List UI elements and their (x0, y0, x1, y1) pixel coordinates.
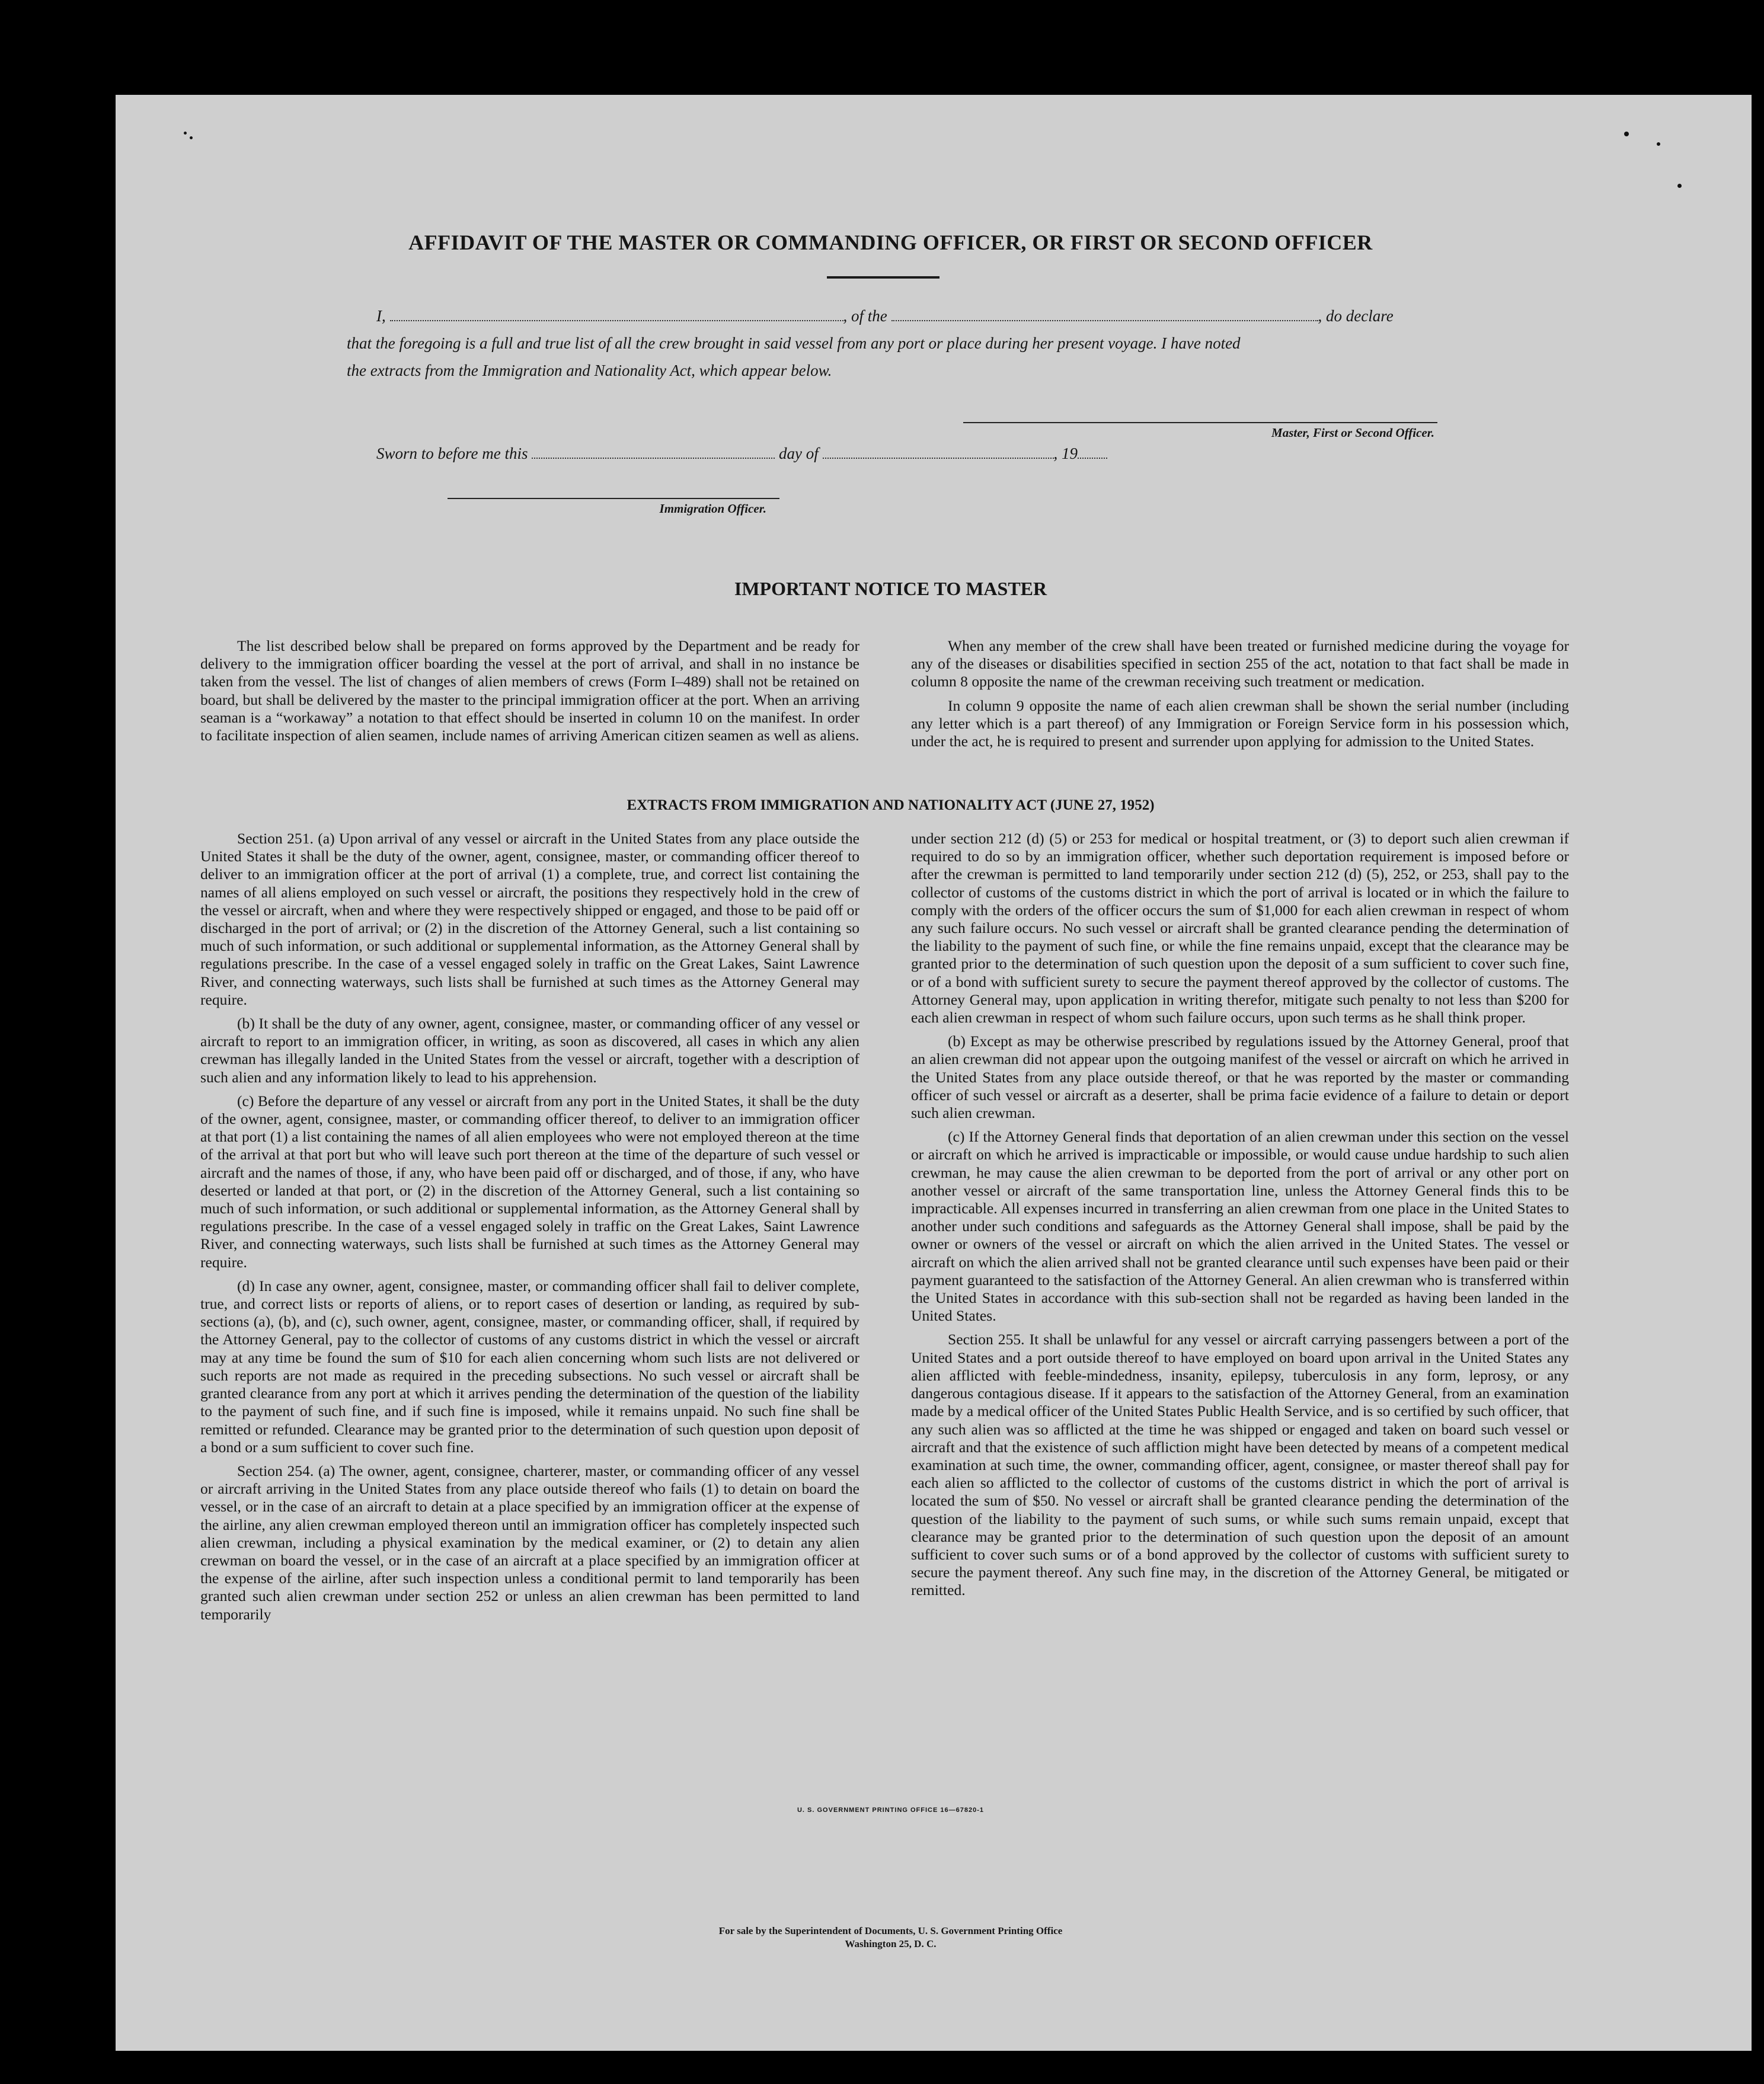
notice-paragraph: When any member of the crew shall have been treated or furnished medicine during the voyage for any of the diseases or disabilities specified in section 255 of the act, notation to that fact shall be made in column 8 opposite the name of the crewman receiving such treatment or medication. (911, 637, 1569, 691)
document-page (116, 95, 1752, 2051)
year-prefix: , 19 (1053, 445, 1078, 462)
notice-paragraph: The list described below shall be prepared on forms approved by the Department and be ready for delivery to the immigration officer boarding the vessel at the port of arrival, and shall in no instance be taken from the vessel. The list of changes of alien members of crews (Form I–489) shall not be retained on board, but shall be delivered by the master to the principal immigration officer at the port. When an arriving seaman is a “workaway” a notation to that effect should be inserted in column 10 on the manifest. In order to facilitate inspection of alien seamen, include names of arriving American citizen seamen as well as aliens. (200, 637, 859, 744)
extract-paragraph: (c) If the Attorney General finds that deportation of an alien crewman under this section on the vessel or aircraft on which he arrived is impracticable or impossible, or would cause undue hardship to such alien crewman, he may cause the alien crewman to be deported from the port of arrival or any other port on another vessel or aircraft of the same transportation line, unless the Attorney General finds this to be impracticable. All expenses incurred in transferring an alien crewman from one place in the United States to another under such conditions and safeguards as the Attorney General shall impose, shall be paid by the owner or owners of the vessel or aircraft on which the alien arrived in the United States. The vessel or aircraft on which the alien arrived shall not be granted clearance until such expenses have been paid or their payment guaranteed to the satisfaction of the Attorney General. An alien crewman who is transferred within the United States in accordance with this sub-section shall not be regarded as having been landed in the United States. (911, 1128, 1569, 1325)
extract-paragraph: (b) It shall be the duty of any owner, agent, consignee, master, or commanding officer of any vessel or aircraft to report to an immigration officer, in writing, as soon as discovered, all cases in which any alien crewman has illegally landed in the United States from the vessel or aircraft, together with a description of such alien and any information likely to lead to his apprehension. (200, 1015, 859, 1086)
notice-right-column (911, 637, 1569, 756)
sworn-line (376, 445, 1107, 463)
extracts-left-column (200, 830, 859, 1629)
scan-speck (190, 136, 193, 139)
name-blank[interactable] (390, 308, 843, 321)
scan-speck (184, 132, 187, 135)
declaration-do-declare: , do declare (1318, 307, 1394, 325)
year-blank[interactable] (1078, 446, 1107, 459)
extract-paragraph: Section 255. It shall be unlawful for any vessel or aircraft carrying passengers between a port of the United States and a port outside thereof to have employed on board upon arrival in the United States any alien afflicted with feeble-mindedness, insanity, epilepsy, tuberculosis in any form, leprosy, or any dangerous contagious disease. If it appears to the satisfaction of the Attorney General, from an examination made by a medical officer of the United States Public Health Service, and is so certified by such officer, that any such alien was so afflicted at the time he was shipped or engaged and taken on board such vessel or aircraft and that the existence of such affliction might have been detected by means of a competent medical examination at such time, the owner, commanding officer, agent, consignee, or master thereof shall pay for each alien so afflicted to the collector of customs of the customs district in which the port of arrival is located the sum of $50. No vessel or aircraft shall be granted clearance pending the determination of the question of the liability to the payment of such sums, or while such sums remain unpaid, except that clearance may be granted prior to the determination of such question upon the deposit of an amount sufficient to cover such sums or of a bond approved by the collector of customs with sufficient surety to secure the payment thereof. Any such fine may, in the discretion of the Attorney General, be mitigated or remitted. (911, 1331, 1569, 1599)
scan-speck (1677, 184, 1682, 188)
notice-paragraph: In column 9 opposite the name of each alien crewman shall be shown the serial number (including any letter which is a part thereof) of any Immigration or Foreign Service form in his possession which, under the act, he is required to present and surrender upon applying for admission to the United States. (911, 696, 1569, 750)
extracts-right-column (911, 830, 1569, 1606)
title-divider (827, 276, 939, 279)
sworn-month-blank[interactable] (823, 446, 1054, 459)
extract-paragraph: (b) Except as may be otherwise prescribed by regulations issued by the Attorney General, proof that an alien crewman did not appear upon the outgoing manifest of the vessel or aircraft on which he arrived in the United States from any place outside thereof, or that he was reported by the master or commanding officer of such vessel or aircraft as a deserter, shall be prima facie evidence of a failure to detain or deport such alien crewman. (911, 1033, 1569, 1122)
declaration-of-the: , of the (843, 307, 887, 325)
sworn-text: Sworn to before me this (376, 445, 528, 462)
extract-paragraph: (d) In case any owner, agent, consignee, master, or commanding officer shall fail to deliver complete, true, and correct lists or reports of aliens, or to report cases of desertion or landing, as required by sub-sections (a), (b), and (c), such owner, agent, consignee, master, or commanding officer, shall, if required by the Attorney General, pay to the collector of customs of any customs district in which the vessel or aircraft may at any time be found the sum of $10 for each alien concerning whom such lists are not delivered or such reports are not made as required in the preceding subsections. No such vessel or aircraft shall be granted clearance from any port at which it arrives pending the determination of the question of the liability to the payment of such fine, and if such fine is imposed, while it remains unpaid. No such fine shall be remitted or refunded. Clearance may be granted prior to the determination of such question upon deposit of a bond or a sum sufficient to cover such fine. (200, 1277, 859, 1456)
extract-paragraph: Section 254. (a) The owner, agent, consignee, charterer, master, or commanding officer of any vessel or aircraft arriving in the United States from any place outside thereof who fails (1) to detain on board the vessel, or in the case of an aircraft to detain at a place specified by an immigration officer at the expense of the airline, any alien crewman employed thereon until an immigration officer has completely inspected such alien crewman, including a physical examination by the medical examiner, or (2) to detain any alien crewman on board the vessel, or in the case of an aircraft at a place specified by an immigration officer at the expense of the airline, after such inspection unless a conditional permit to land temporarily has been granted such alien crewman under section 252 or unless an alien crewman has been permitted to land temporarily (200, 1462, 859, 1623)
master-signature-label: Master, First or Second Officer. (1271, 426, 1434, 440)
immigration-officer-label: Immigration Officer. (659, 501, 766, 516)
notice-left-column (200, 637, 859, 750)
scan-speck (1624, 132, 1629, 136)
day-of-text: day of (779, 445, 819, 462)
sale-notice-line-1: For sale by the Superintendent of Documents, U. S. Government Printing Office (718, 1925, 1063, 1936)
affidavit-title: AFFIDAVIT OF THE MASTER OR COMMANDING OFFICER, OR FIRST OR SECOND OFFICER (408, 231, 1373, 254)
master-signature-line[interactable] (963, 422, 1437, 423)
declaration-line-2: that the foregoing is a full and true list of all the crew brought in said vessel from any port or place during her present voyage. I have noted (347, 334, 1241, 352)
extracts-title: EXTRACTS FROM IMMIGRATION AND NATIONALITY ACT (JUNE 27, 1952) (627, 797, 1155, 813)
extract-paragraph: under section 212 (d) (5) or 253 for medical or hospital treatment, or (3) to deport such alien crewman if required to do so by an immigration officer, whether such deportation requirement is imposed before or after the crewman is permitted to land temporarily under section 212 (d) (5), 252, or 253, shall pay to the collector of customs of the customs district in which the port of arrival is located or in which the failure to comply with the orders of the officer occurs the sum of $1,000 for each alien crewman in respect of whom any such failure occurs. No such vessel or aircraft shall be granted clearance pending the determination of the liability to the payment of such fine, or while the fine remains unpaid, except that the clearance may be granted prior to the determination of such question upon the deposit of a sum sufficient to cover such fine, or of a bond with sufficient surety to secure the payment thereof approved by the collector of customs. The Attorney General may, upon application in writing therefor, mitigate such penalty to not less than $200 for each alien crewman in respect of whom such failure occurs, upon such terms as he shall think proper. (911, 830, 1569, 1027)
extract-paragraph: (c) Before the departure of any vessel or aircraft from any port in the United States, it shall be the duty of the owner, agent, consignee, master, or commanding officer thereof, to deliver to an immigration officer at that port (1) a list containing the names of all alien employees who were not employed thereon at the time of the arrival at that port but who will leave such port thereon at the time of the departure of such vessel or aircraft and the names of those, if any, who have been paid off or discharged, and of those, if any, who have deserted or landed at that port, or (2) in the discretion of the Attorney General, such a list containing so much of such information, or such additional or supplemental information, as the Attorney General shall by regulations prescribe. In the case of a vessel engaged solely in traffic on the Great Lakes, Saint Lawrence River, and connecting waterways, such lists shall be furnished at such times as the Attorney General may require. (200, 1092, 859, 1271)
scan-speck (1657, 142, 1660, 146)
declaration-line-3: the extracts from the Immigration and Nationality Act, which appear below. (347, 362, 832, 379)
vessel-blank[interactable] (891, 308, 1318, 321)
sale-notice-line-2: Washington 25, D. C. (845, 1938, 937, 1949)
declaration-line-1 (376, 307, 1556, 325)
sworn-day-blank[interactable] (532, 446, 775, 459)
sale-notice (116, 1925, 1666, 1951)
printing-office-imprint: U. S. GOVERNMENT PRINTING OFFICE 16—67820-1 (797, 1807, 984, 1814)
notice-title: IMPORTANT NOTICE TO MASTER (734, 578, 1047, 599)
extract-paragraph: Section 251. (a) Upon arrival of any vessel or aircraft in the United States from any place outside the United States it shall be the duty of the owner, agent, consignee, master, or commanding officer thereof to deliver to an immigration officer at the port of arrival (1) a complete, true, and correct list containing the names of all aliens employed on such vessel or aircraft, the positions they respectively hold in the crew of the vessel or aircraft, when and where they were respectively shipped or engaged, and those to be paid off or discharged in the port of arrival; or (2) in the discretion of the Attorney General, such a list containing so much of such information, or such additional or supplemental information, as the Attorney General shall by regulations prescribe. In the case of a vessel engaged solely in traffic on the Great Lakes, Saint Lawrence River, and connecting waterways, such lists shall be furnished at such times as the Attorney General may require. (200, 830, 859, 1008)
declaration-i: I, (376, 307, 386, 325)
immigration-officer-signature-line[interactable] (448, 498, 779, 499)
